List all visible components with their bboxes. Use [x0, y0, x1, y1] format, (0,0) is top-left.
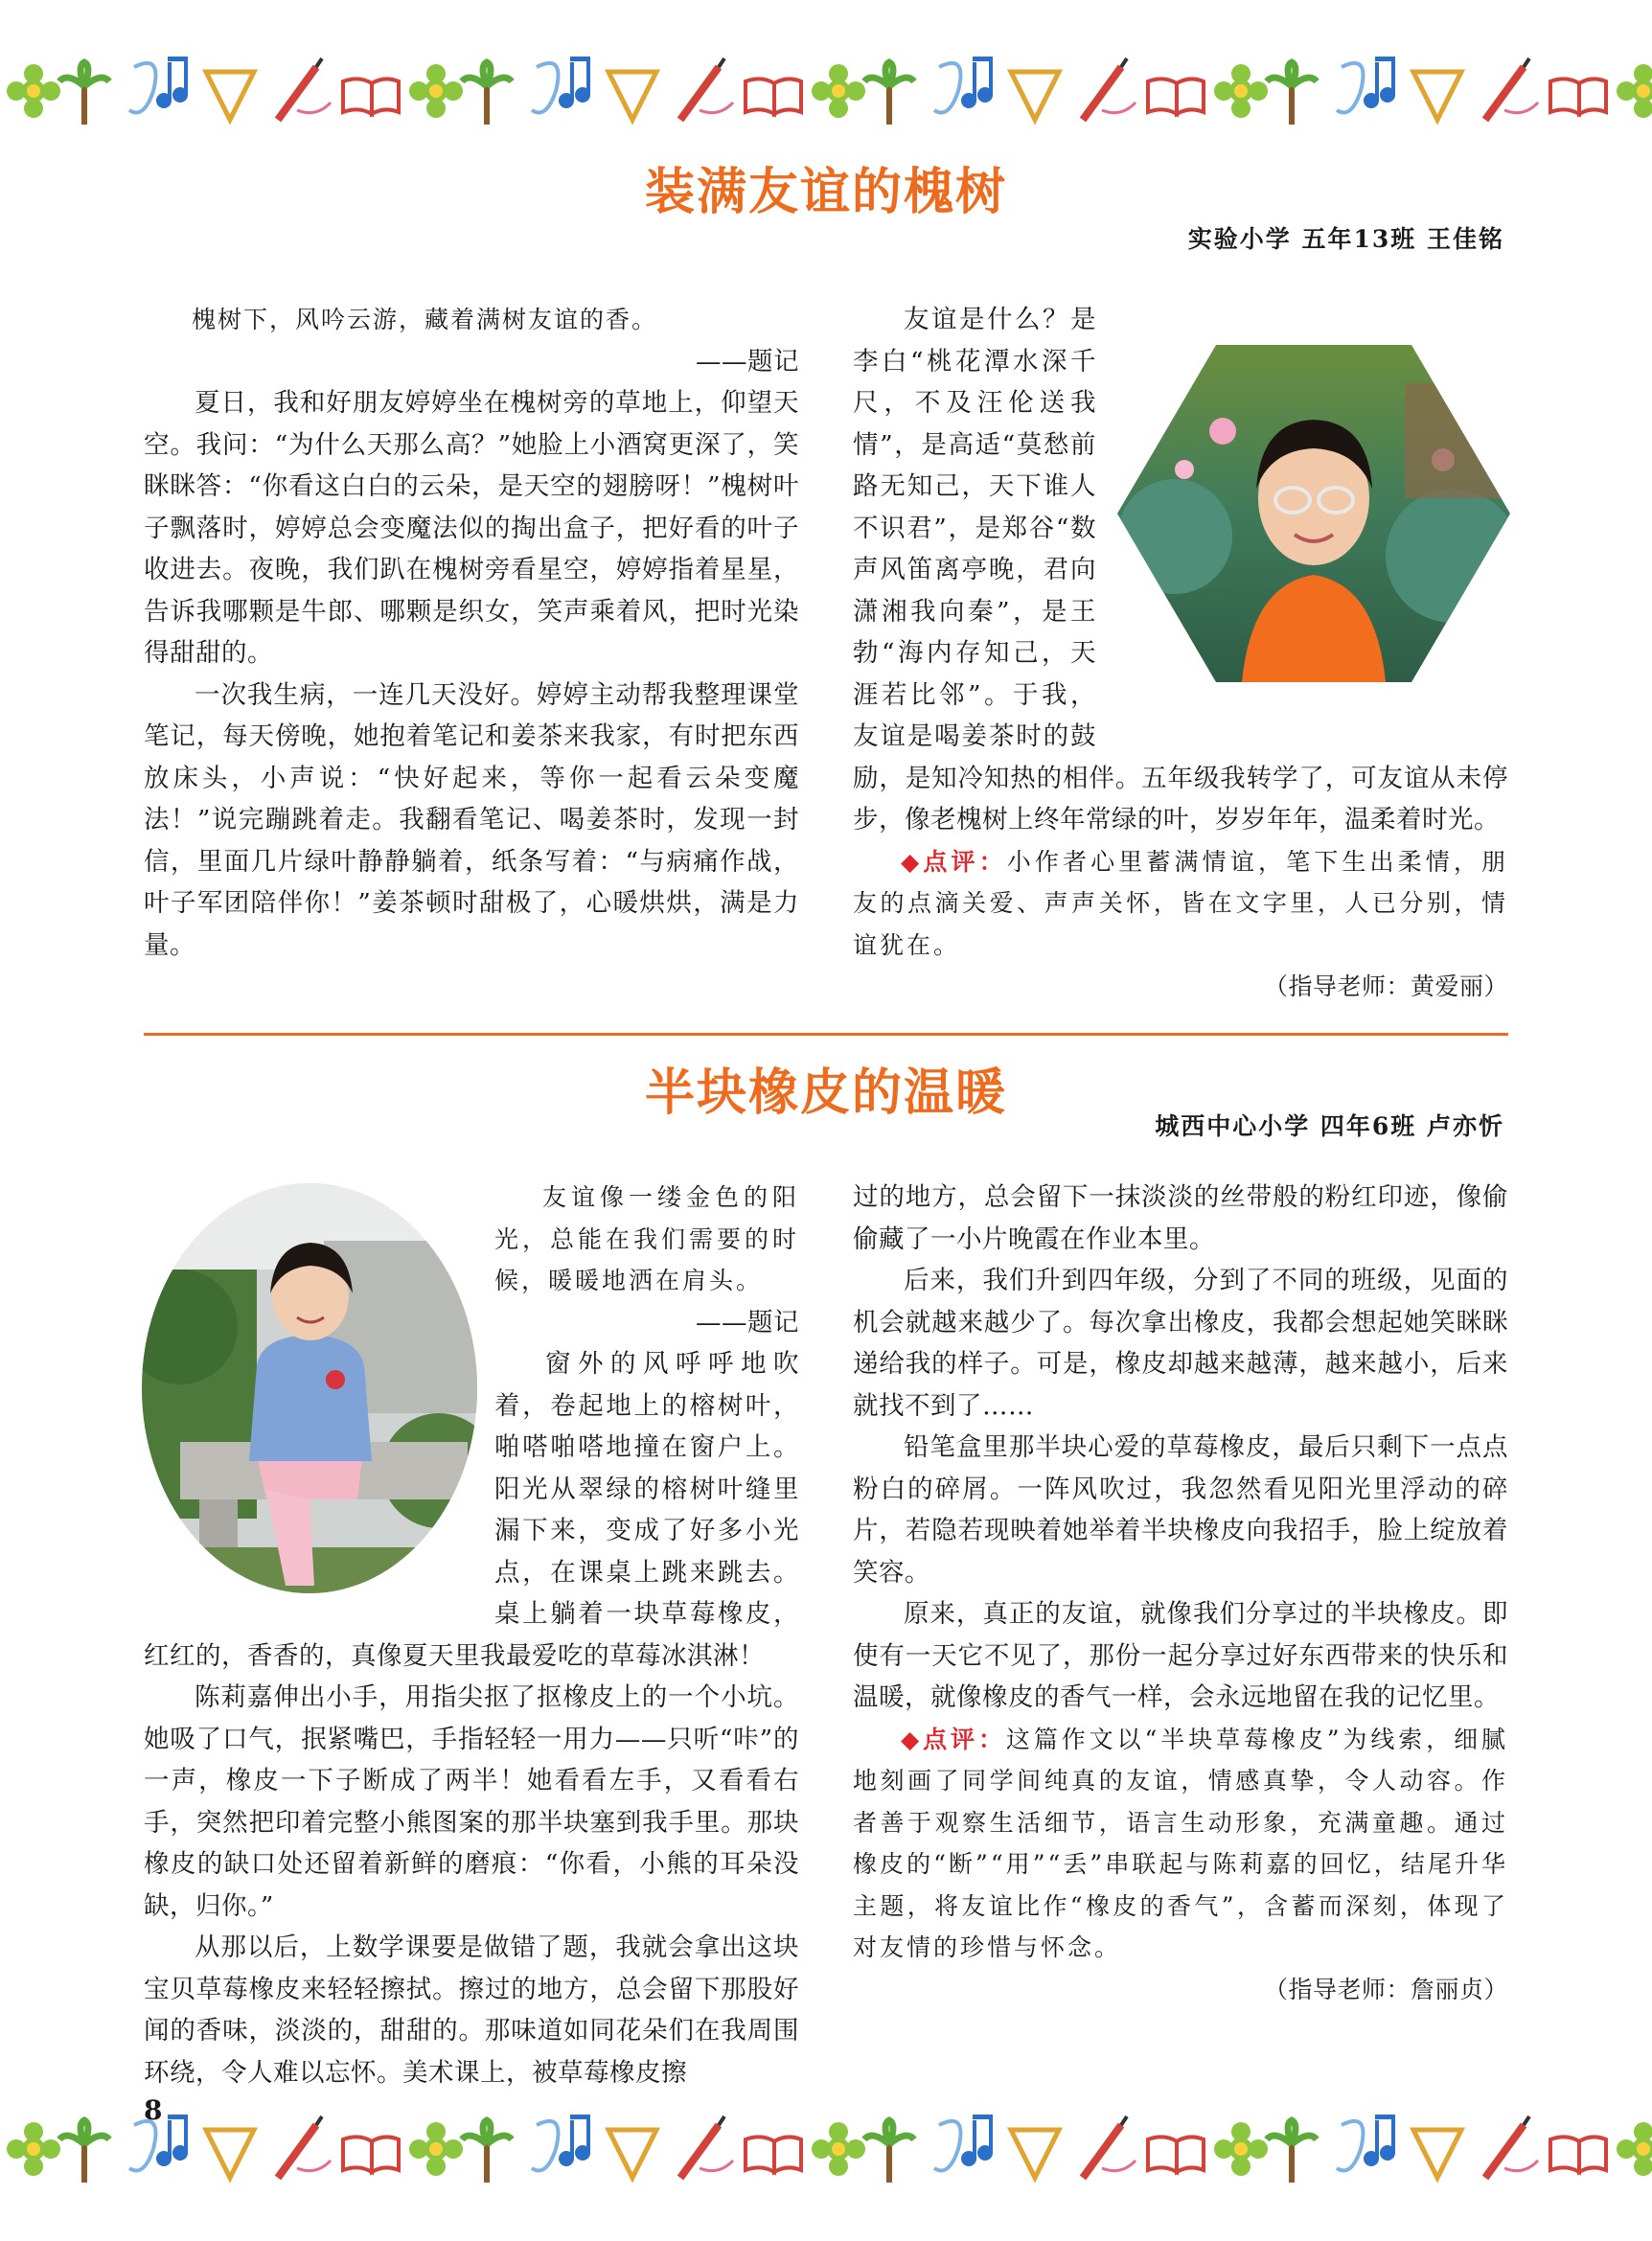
book-icon — [343, 2137, 399, 2172]
palm-tree-icon — [59, 2120, 109, 2183]
ruler-triangle-icon — [1413, 72, 1461, 120]
pencil-icon — [1485, 58, 1538, 120]
article1-byline: 实验小学 五年13班 王佳铭 — [1187, 225, 1504, 253]
top-decorative-border — [0, 38, 1652, 144]
article2-paragraph: 后来，我们升到四年级，分到了不同的班级，见面的机会就越来越少了。每次拿出橡皮，我都会想起她笑眯眯递给我的样子。可是，橡皮却越来越薄，越来越小，后来就找不到了…… — [853, 1266, 1508, 1421]
book-icon — [1148, 2137, 1204, 2172]
flower-icon — [409, 2122, 463, 2176]
pencil-icon — [278, 58, 331, 120]
pencil-icon — [1083, 58, 1136, 120]
border-motif — [0, 43, 402, 139]
pencil-icon — [1083, 2116, 1136, 2178]
article1-title: 装满友谊的槐树 — [644, 164, 1007, 221]
music-note-icon — [532, 2115, 590, 2171]
ruler-triangle-icon — [206, 72, 254, 120]
border-motif — [402, 43, 805, 139]
music-note-icon — [129, 57, 188, 113]
border-motif — [1207, 2101, 1610, 2197]
article2-paragraph: 从那以后，上数学课要是做错了题，我就会拿出这块宝贝草莓橡皮来轻轻擦拭。擦过的地方，总会留下那股好闻的香味，淡淡的，甜甜的。那味道如同花朵们在我周围环绕，令人难以忘怀。美术课上，被草莓橡皮擦 — [144, 1932, 799, 2088]
ruler-triangle-icon — [1011, 2130, 1059, 2178]
flower-icon — [7, 64, 60, 118]
flower-icon — [1617, 64, 1652, 118]
flower-icon — [1214, 2122, 1268, 2176]
bottom-decorative-border — [0, 2096, 1652, 2202]
flower-icon — [1214, 64, 1268, 118]
music-note-icon — [532, 57, 590, 113]
article2-teacher: （指导老师：詹丽贞） — [1263, 1975, 1508, 2003]
article1-left-column — [144, 299, 799, 966]
flower-icon — [409, 64, 463, 118]
border-motif — [805, 2101, 1207, 2197]
music-note-icon — [934, 2115, 993, 2171]
pencil-icon — [680, 58, 733, 120]
border-motif — [1207, 43, 1610, 139]
pencil-icon — [278, 2116, 331, 2178]
border-motif — [402, 2101, 805, 2197]
flower-icon — [812, 2122, 865, 2176]
palm-tree-icon — [864, 62, 914, 125]
student-photo-oval — [142, 1183, 477, 1593]
book-icon — [1148, 79, 1204, 114]
flower-icon — [7, 2122, 60, 2176]
music-note-icon — [1337, 57, 1395, 113]
flower-icon — [812, 64, 865, 118]
palm-tree-icon — [864, 2120, 914, 2183]
border-motif — [0, 2101, 402, 2197]
book-icon — [746, 2137, 801, 2172]
border-motif — [1610, 2101, 1652, 2197]
article2-epigraph-signature: ——题记 — [696, 1307, 799, 1338]
border-motif — [805, 43, 1207, 139]
palm-tree-icon — [462, 2120, 512, 2183]
page-number: 8 — [144, 2094, 163, 2126]
article2-review-text: 这篇作文以“半块草莓橡皮”为线索，细腻地刻画了同学间纯真的友谊，情感真挚，令人动容。作者善于观察生活细节，语言生动形象，充满童趣。通过橡皮的“断”“用”“丢”串联起与陈莉嘉的回忆，结尾升华主题，将友谊比作“橡皮的香气”，含蓄而深刻，体现了对友情的珍惜与怀念。 — [853, 1725, 1508, 1961]
article2-paragraph: 窗外的风呼呼地吹着，卷起地上的榕树叶，啪嗒啪嗒地撞在窗户上。阳光从翠绿的榕树叶缝里漏下来，变成了好多小光点，在课桌上跳来跳去。桌上躺着一块草莓橡皮，红红的，香香的，真像夏天里我最爱吃的草莓冰淇淋！ — [144, 1349, 799, 1671]
book-icon — [746, 79, 801, 114]
ruler-triangle-icon — [1011, 72, 1059, 120]
flower-icon — [1617, 2122, 1652, 2176]
article2-byline: 城西中心小学 四年6班 卢亦忻 — [1155, 1112, 1504, 1140]
music-note-icon — [1337, 2115, 1395, 2171]
book-icon — [1550, 2137, 1606, 2172]
article1-paragraph: 夏日，我和好朋友婷婷坐在槐树旁的草地上，仰望天空。我问：“为什么天那么高？”她脸上小酒窝更深了，笑眯眯答：“你看这白白的云朵，是天空的翅膀呀！”槐树叶子飘落时，婷婷总会变魔法似的掏出盒子，把好看的叶子收进去。夜晚，我们趴在槐树旁看星空，婷婷指着星星，告诉我哪颗是牛郎、哪颗是织女，笑声乘着风，把时光染得甜甜的。 — [144, 388, 799, 668]
article1-paragraph: 友谊是什么？是李白“桃花潭水深千尺，不及汪伦送我情”，是高适“莫愁前路无知己，天下谁人不识君”，是郑谷“数声风笛离亭晚，君向潇湘我向秦”，是王勃“海内存知己，天涯若比邻”。于我，友谊是喝姜茶时的鼓励，是知冷知热的相伴。五年级我转学了，可友谊从未停步，像老槐树上终年常绿的叶，岁岁年年，温柔着时光。 — [853, 305, 1508, 835]
book-icon — [343, 79, 399, 114]
article1-epigraph-signature: ——题记 — [696, 346, 799, 377]
pencil-icon — [680, 2116, 733, 2178]
article1-teacher: （指导老师：黄爱丽） — [1263, 972, 1508, 1000]
article2-paragraph: 原来，真正的友谊，就像我们分享过的半块橡皮。即使有一天它不见了，那份一起分享过好东西带来的快乐和温暖，就像橡皮的香气一样，会永远地留在我的记忆里。 — [853, 1599, 1508, 1712]
article2-title: 半块橡皮的温暖 — [644, 1064, 1007, 1122]
pencil-icon — [1485, 2116, 1538, 2178]
border-motif — [1610, 43, 1652, 139]
music-note-icon — [934, 57, 993, 113]
palm-tree-icon — [1267, 2120, 1317, 2183]
palm-tree-icon — [59, 62, 109, 125]
book-icon — [1550, 79, 1606, 114]
article2-paragraph: 过的地方，总会留下一抹淡淡的丝带般的粉红印迹，像偷偷藏了一小片晚霞在作业本里。 — [853, 1182, 1508, 1254]
article1-paragraph: 一次我生病，一连几天没好。婷婷主动帮我整理课堂笔记，每天傍晚，她抱着笔记和姜茶来我家，有时把东西放床头，小声说：“快好起来，等你一起看云朵变魔法！”说完蹦跳着走。我翻看笔记、喝姜茶时，发现一封信，里面几片绿叶静静躺着，纸条写着：“与病痛作战，叶子军团陪伴你！”姜茶顿时甜极了，心暖烘烘，满是力量。 — [144, 679, 799, 960]
palm-tree-icon — [462, 62, 512, 125]
ruler-triangle-icon — [608, 2130, 656, 2178]
article2-right-column — [853, 1177, 1508, 2010]
ruler-triangle-icon — [206, 2130, 254, 2178]
article2-epigraph: 友谊像一缕金色的阳光，总能在我们需要的时候，暖暖地洒在肩头。 — [494, 1183, 799, 1294]
student-photo-hexagon — [1117, 345, 1510, 682]
palm-tree-icon — [1267, 62, 1317, 125]
ruler-triangle-icon — [608, 72, 656, 120]
article2-paragraph: 陈莉嘉伸出小手，用指尖抠了抠橡皮上的一个小坑。她吸了口气，抿紧嘴巴，手指轻轻一用力——只听“咔”的一声，橡皮一下子断成了两半！她看看左手，又看看右手，突然把印着完整小熊图案的那半块塞到我手里。那块橡皮的缺口处还留着新鲜的磨痕：“你看，小熊的耳朵没缺，归你。” — [144, 1682, 799, 1921]
ruler-triangle-icon — [1413, 2130, 1461, 2178]
article1-review-label: ◆点评： — [901, 847, 1007, 876]
article1-epigraph: 槐树下，风吟云游，藏着满树友谊的香。 — [192, 306, 658, 333]
article1-review-text: 小作者心里蓄满情谊，笔下生出柔情，朋友的点滴关爱、声声关怀，皆在文字里，人已分别，情谊犹在。 — [853, 847, 1508, 959]
article2-paragraph: 铅笔盒里那半块心爱的草莓橡皮，最后只剩下一点点粉白的碎屑。一阵风吹过，我忽然看见阳光里浮动的碎片，若隐若现映着她举着半块橡皮向我招手，脸上绽放着笑容。 — [853, 1432, 1508, 1588]
article-divider — [144, 1033, 1508, 1036]
article2-review-label: ◆点评： — [901, 1725, 1006, 1753]
article1-review — [853, 841, 1508, 967]
article2-review — [853, 1719, 1508, 1969]
